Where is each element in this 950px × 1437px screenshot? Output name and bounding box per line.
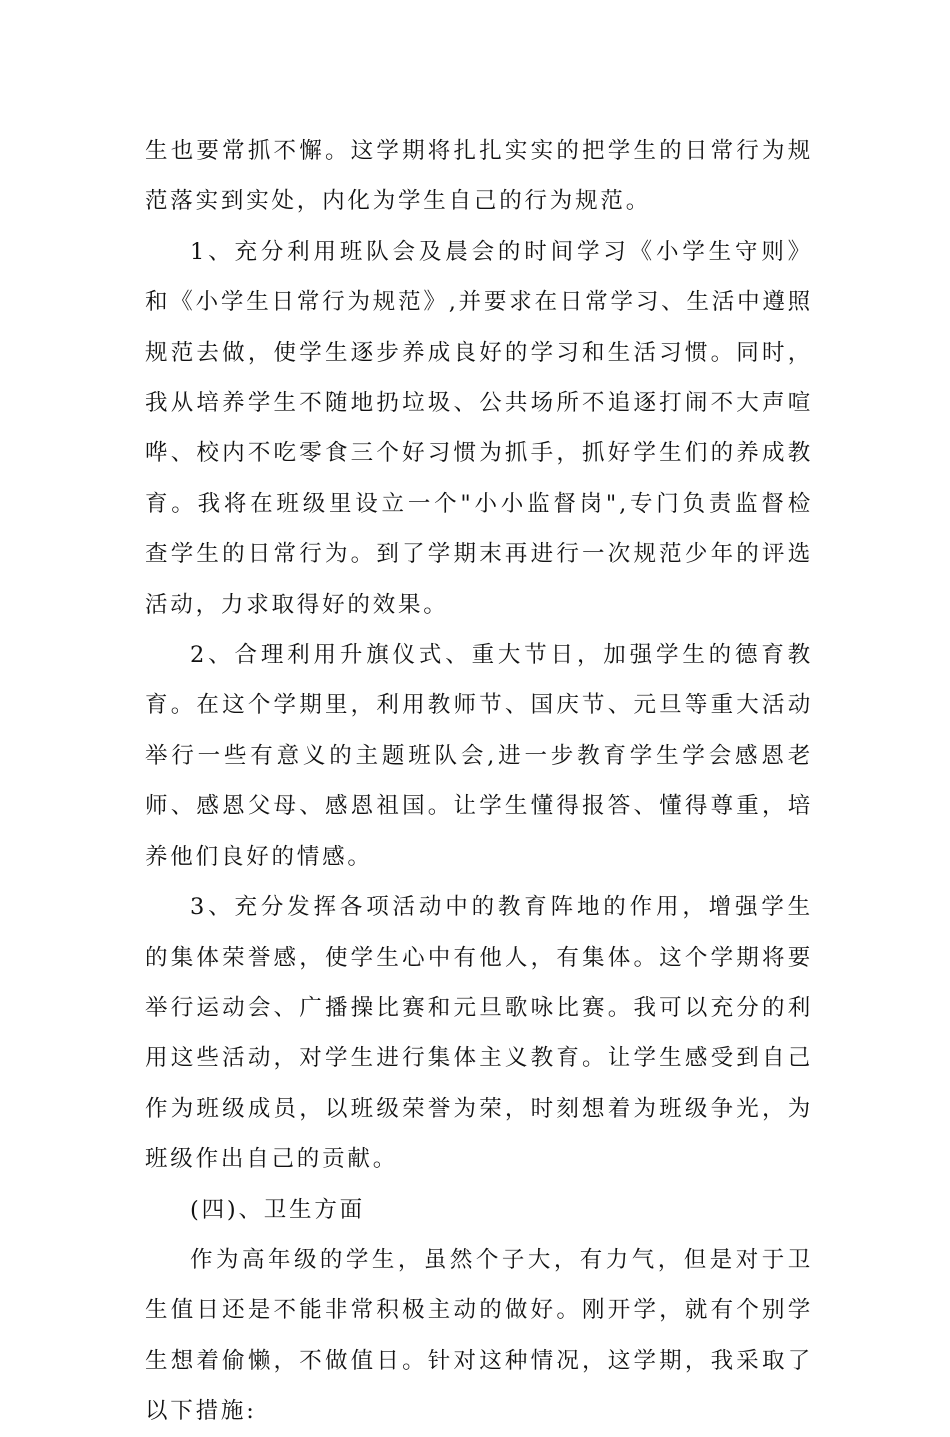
paragraph-hygiene: 作为高年级的学生，虽然个子大，有力气，但是对于卫生值日还是不能非常积极主动的做好。刚开学，就有个别学生想着偷懒，不做值日。针对这种情况，这学期，我采取了以下措施:	[145, 1246, 813, 1425]
document-body	[145, 126, 813, 1437]
paragraph-continuation: 生也要常抓不懈。这学期将扎扎实实的把学生的日常行为规范落实到实处，内化为学生自己的行为规范。	[145, 138, 813, 215]
paragraph-item-3: 3、充分发挥各项活动中的教育阵地的作用，增强学生的集体荣誉感，使学生心中有他人，有集体。这个学期将要举行运动会、广播操比赛和元旦歌咏比赛。我可以充分的利用这些活动，对学生进行集体主义教育。让学生感受到自己作为班级成员，以班级荣誉为荣，时刻想着为班级争光，为班级作出自己的贡献。	[145, 894, 813, 1173]
paragraph-item-2: 2、合理利用升旗仪式、重大节日，加强学生的德育教育。在这个学期里，利用教师节、国庆节、元旦等重大活动举行一些有意义的主题班队会,进一步教育学生学会感恩老师、感恩父母、感恩祖国。让学生懂得报答、懂得尊重，培养他们良好的情感。	[145, 642, 813, 870]
section-heading-hygiene: (四)、卫生方面	[190, 1196, 365, 1223]
paragraph-item-1: 1、充分利用班队会及晨会的时间学习《小学生守则》和《小学生日常行为规范》,并要求在日常学习、生活中遵照规范去做，使学生逐步养成良好的学习和生活习惯。同时，我从培养学生不随地扔垃圾、公共场所不追逐打闹不大声喧哗、校内不吃零食三个好习惯为抓手，抓好学生们的养成教育。我将在班级里设立一个"小小监督岗",专门负责监督检查学生的日常行为。到了学期末再进行一次规范少年的评选活动，力求取得好的效果。	[145, 238, 813, 618]
